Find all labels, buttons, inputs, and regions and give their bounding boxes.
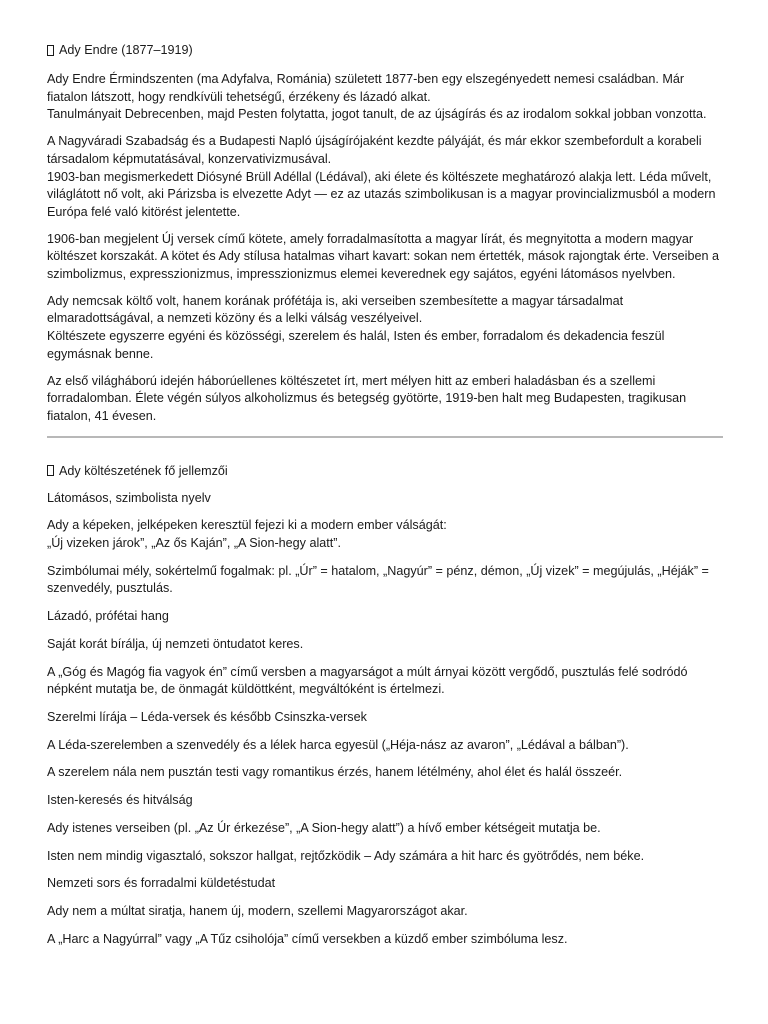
paragraph bbox=[47, 293, 723, 364]
horizontal-divider bbox=[47, 436, 723, 438]
paragraph bbox=[47, 931, 723, 949]
paragraph bbox=[47, 71, 723, 124]
paragraph-line: A szerelem nála nem pusztán testi vagy romantikus érzés, hanem létélmény, ahol élet és halál összeér. bbox=[47, 765, 623, 780]
subheading bbox=[47, 490, 723, 508]
paragraph-line: „Új vizeken járok”, „Az ős Kaján”, „A Sion-hegy alatt”. bbox=[47, 536, 341, 551]
missing-glyph-icon bbox=[47, 465, 54, 476]
paragraph-line: Ady nem a múltat siratja, hanem új, modern, szellemi Magyarországot akar. bbox=[47, 903, 468, 918]
paragraph-line: Látomásos, szimbolista nyelv bbox=[47, 490, 211, 505]
paragraph-line: 1903-ban megismerkedett Diósyné Brüll Adéllal (Lédával), aki élete és költészete meghatározó alakja lett. Léda művelt, világlátott nő volt, aki Párizsba is elvezette Adyt — ez az utazás szimbolikusan is a magyar provincializmusból a modern Európa felé való kitörést jelentette. bbox=[47, 169, 716, 219]
paragraph-line: A „Harc a Nagyúrral” vagy „A Tűz csiholója” című versekben a küzdő ember szimbóluma lesz. bbox=[47, 931, 568, 946]
paragraph bbox=[47, 563, 723, 598]
paragraph bbox=[47, 664, 723, 699]
subheading bbox=[47, 875, 723, 893]
paragraph-line: Ady a képeken, jelképeken keresztül fejezi ki a modern ember válságát: bbox=[47, 518, 447, 533]
paragraph-line: Isten nem mindig vigasztaló, sokszor hallgat, rejtőzködik – Ady számára a hit harc és gyötrődés, nem béke. bbox=[47, 848, 645, 863]
paragraph bbox=[47, 737, 723, 755]
paragraph-line: 1906-ban megjelent Új versek című kötete, amely forradalmasította a magyar lírát, és megnyitotta a modern magyar költészet korszakát. A kötet és Ady stílusa hatalmas vihart kavart: sokan nem értették, mások rajongtak érte. Verseiben a szimbolizmus, expresszionizmus, impresszionizmus elemei keverednek egy sajátos, egyéni látomásos nyelvben. bbox=[47, 231, 719, 282]
paragraph bbox=[47, 133, 723, 222]
missing-glyph-icon bbox=[47, 45, 54, 56]
paragraph bbox=[47, 764, 723, 782]
section-biography bbox=[47, 41, 723, 426]
section-heading-characteristics bbox=[47, 462, 723, 480]
document-page bbox=[47, 41, 723, 948]
paragraph bbox=[47, 848, 723, 866]
paragraph-line: Költészete egyszerre egyéni és közösségi, szerelem és halál, Isten és ember, forradalom és dekadencia feszül egymásnak benne. bbox=[47, 329, 665, 361]
paragraph-line: Lázadó, prófétai hang bbox=[47, 609, 169, 624]
paragraph-line: A Léda-szerelemben a szenvedély és a lélek harca egyesül („Héja-nász az avaron”, „Lédával a bálban”). bbox=[47, 737, 629, 752]
paragraph-line: Isten-keresés és hitválság bbox=[47, 793, 193, 808]
paragraph-line: Nemzeti sors és forradalmi küldetéstudat bbox=[47, 876, 276, 891]
paragraph-line: Tanulmányait Debrecenben, majd Pesten folytatta, jogot tanult, de az újságírás és az irodalom sokkal jobban vonzotta. bbox=[47, 107, 707, 122]
paragraph-line: Szimbólumai mély, sokértelmű fogalmak: pl. „Úr” = hatalom, „Nagyúr” = pénz, démon, „Új vizek” = megújulás, „Héják” = szenvedély, pusztulás. bbox=[47, 563, 709, 596]
paragraph-line: Saját korát bírálja, új nemzeti öntudatot keres. bbox=[47, 636, 304, 651]
section-title: Ady költészetének fő jellemzői bbox=[59, 463, 228, 478]
paragraph-line: Szerelmi lírája – Léda-versek és később Csinszka-versek bbox=[47, 709, 367, 724]
section-title: Ady Endre (1877–1919) bbox=[59, 43, 193, 57]
paragraph bbox=[47, 231, 723, 284]
paragraph bbox=[47, 517, 723, 552]
paragraph-line: Ady nemcsak költő volt, hanem korának prófétája is, aki verseiben szembesítette a magyar társadalmat elmaradottságával, a nemzeti közöny és a lelki válság veszélyeivel. bbox=[47, 293, 624, 326]
paragraph bbox=[47, 903, 723, 921]
subheading bbox=[47, 709, 723, 727]
subheading bbox=[47, 792, 723, 810]
paragraph bbox=[47, 636, 723, 654]
paragraph-line: Ady istenes verseiben (pl. „Az Úr érkezése”, „A Sion-hegy alatt”) a hívő ember kétségeit mutatja be. bbox=[47, 820, 601, 835]
paragraph bbox=[47, 373, 723, 426]
paragraph bbox=[47, 820, 723, 838]
paragraph-line: Ady Endre Érmindszenten (ma Adyfalva, Románia) született 1877-ben egy elszegényedett nemesi családban. Már fiatalon látszott, hogy rendkívüli tehetségű, érzékeny és lázadó alkat. bbox=[47, 72, 685, 104]
subheading bbox=[47, 608, 723, 626]
paragraph-line: A Nagyváradi Szabadság és a Budapesti Napló újságírójaként kezdte pályáját, és már ekkor szembefordult a korabeli társadalom képmutatásával, konzervativizmusával. bbox=[47, 134, 702, 166]
paragraph-line: Az első világháború idején háborúellenes költészetet írt, mert mélyen hitt az emberi haladásban és a szellemi forradalomban. Élete végén súlyos alkoholizmus és betegség gyötörte, 1919-ben halt meg Budapesten, tragikusan fiatalon, 41 évesen. bbox=[47, 373, 687, 423]
paragraph-line: A „Góg és Magóg fia vagyok én” című versben a magyarságot a múlt árnyai között vergődő, pusztulás felé sodródó népként mutatja be, de önmagát küldöttként, megváltóként is értelmezi. bbox=[47, 664, 688, 697]
section-characteristics bbox=[47, 462, 723, 949]
section-heading-biography bbox=[47, 41, 723, 59]
